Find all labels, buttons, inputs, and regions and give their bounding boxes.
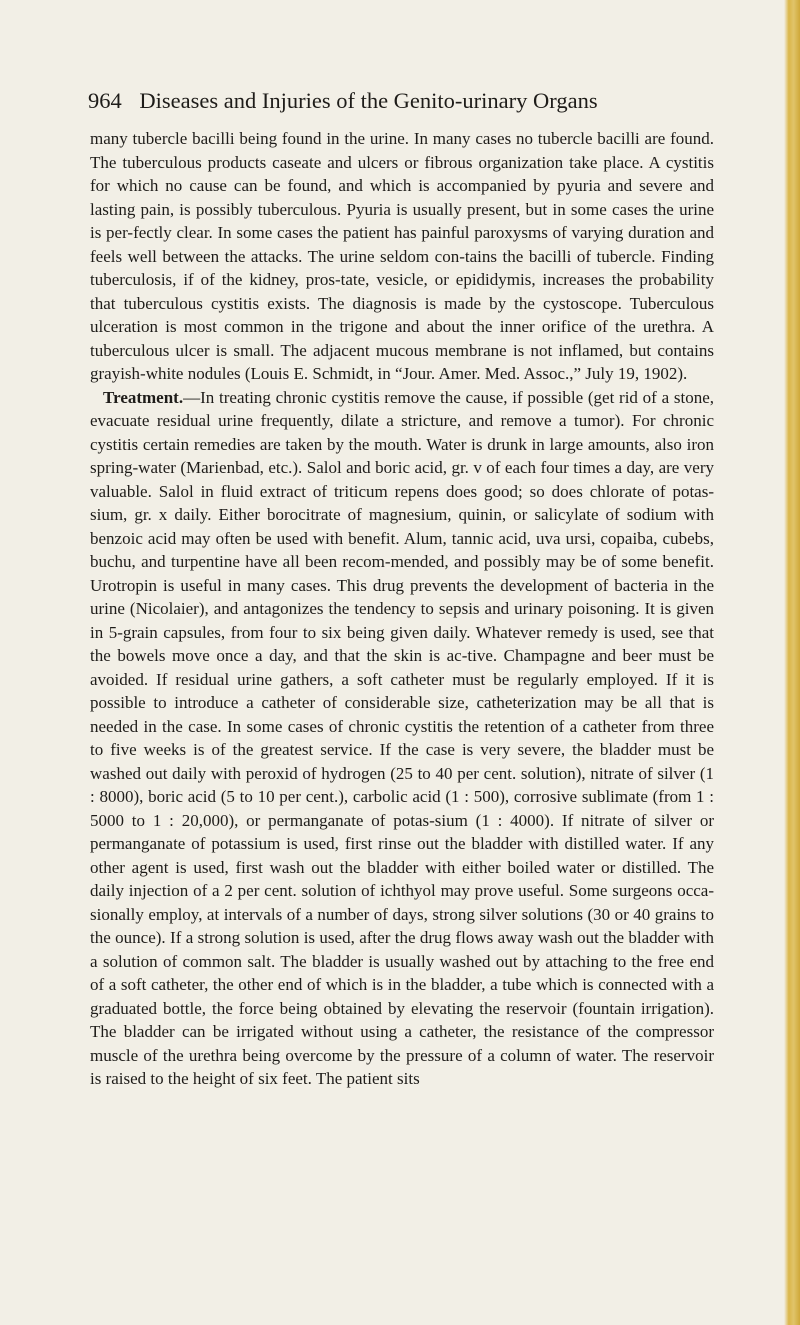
page-number: 964 xyxy=(88,88,122,113)
running-header xyxy=(88,86,690,116)
page-edge xyxy=(784,0,800,1325)
paragraph-treatment xyxy=(90,386,714,1091)
treatment-heading: Treatment. xyxy=(103,387,184,407)
treatment-text: —In treating chronic cystitis remove the cause, if possible (get rid of a stone, evacuate residual urine frequently, dilate a stricture, and remove a tumor). For chronic cystitis certain remedies are taken by the mouth. Water is drunk in large amounts, also iron spring-water (Marienbad, etc.). Salol and boric acid, gr. v of each four times a day, are very valuable. Salol in fluid extract of triticum repens does good; so does chlorate of potas-sium, gr. x daily. Either borocitrate of magnesium, quinin, or salicylate of sodium with benzoic acid may often be used with benefit. Alum, tannic acid, uva ursi, copaiba, cubebs, buchu, and turpentine have all been recom-mended, and possibly may be of some benefit. Urotropin is useful in many cases. This drug prevents the development of bacteria in the urine (Nicolaier), and antagonizes the tendency to sepsis and urinary poisoning. It is given in 5-grain capsules, from four to six being given daily. Whatever remedy is used, see that the bowels move once a day, and that the skin is ac-tive. Champagne and beer must be avoided. If residual urine gathers, a soft catheter must be regularly employed. If it is possible to introduce a catheter of considerable size, catheterization may be all that is needed in the case. In some cases of chronic cystitis the retention of a catheter from three to five weeks is of the greatest service. If the case is very severe, the bladder must be washed out daily with peroxid of hydrogen (25 to 40 per cent. solution), nitrate of silver (1 : 8000), boric acid (5 to 10 per cent.), carbolic acid (1 : 500), corrosive sublimate (from 1 : 5000 to 1 : 20,000), or permanganate of potas-sium (1 : 4000). If nitrate of silver or permanganate of potassium is used, first rinse out the bladder with distilled water. If any other agent is used, first wash out the bladder with either boiled water or distilled. The daily injection of a 2 per cent. solution of ichthyol may prove useful. Some surgeons occa-sionally employ, at intervals of a number of days, strong silver solutions (30 or 40 grains to the ounce). If a strong solution is used, after the drug flows away wash out the bladder with a solution of common salt. The bladder is usually washed out by attaching to the free end of a soft catheter, the other end of which is in the bladder, a tube which is connected with a graduated bottle, the force being obtained by elevating the reservoir (fountain irrigation). The bladder can be irrigated without using a catheter, the resistance of the compressor muscle of the urethra being overcome by the pressure of a column of water. The reservoir is raised to the height of six feet. The patient sits xyxy=(90,387,714,1088)
running-title: Diseases and Injuries of the Genito-urinary Organs xyxy=(139,88,598,113)
page-body xyxy=(90,127,714,1091)
paragraph-tuberculous-cystitis: many tubercle bacilli being found in the urine. In many cases no tubercle bacilli are found. The tuberculous products caseate and ulcers or fibrous organization take place. A cystitis for which no cause can be found, and which is accompanied by pyuria and severe and lasting pain, is possibly tuberculous. Pyuria is usually present, but in some cases the urine is per-fectly clear. In some cases the patient has painful paroxysms of varying duration and feels well between the attacks. The urine seldom con-tains the bacilli of tubercle. Finding tuberculosis, if of the kidney, pros-tate, vesicle, or epididymis, increases the probability that tuberculous cystitis exists. The diagnosis is made by the cystoscope. Tuberculous ulceration is most common in the trigone and about the inner orifice of the urethra. A tuberculous ulcer is small. The adjacent mucous membrane is not inflamed, but contains grayish-white nodules (Louis E. Schmidt, in “Jour. Amer. Med. Assoc.,” July 19, 1902). xyxy=(90,129,714,383)
